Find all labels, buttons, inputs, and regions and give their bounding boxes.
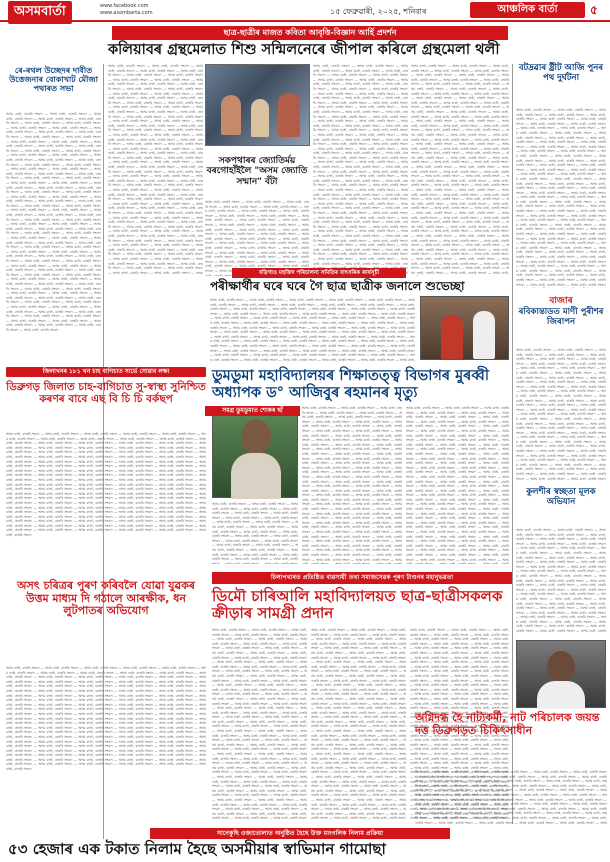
- headline: অগ্নিদগ্ধ হৈ নাট্যকৰ্মী, নাট পৰিচালক জয়ন্ত দত্ত ডিব্ৰুগড়ত চিকিৎসাধীন: [415, 711, 600, 737]
- headline: ৰবিকান্তাডত মাণী পুৰীশৰ জিৰাপন: [518, 307, 604, 327]
- website-link[interactable]: www.asombarta.com: [100, 10, 153, 16]
- headline: কুলশীৰ স্বচ্ছতা মূলক অভিযান: [526, 487, 596, 507]
- article-body: [406, 406, 509, 564]
- article-body: [411, 64, 509, 276]
- tag-banner: সানেকুছি ওজাতোলাত অনুষ্ঠিত হৈছে উক্ত মাংগলিক নিলাম প্ৰক্ৰিয়া: [150, 828, 450, 839]
- article-body: [210, 298, 415, 362]
- story-photo: [516, 640, 606, 708]
- tag-banner: চিলাপথাৰত প্ৰতিষ্ঠিত ব্যৱসায়ী তথা সমাজসেৱক পূৰণ টাণ্ডনৰ মহানুভৱতা: [212, 572, 512, 584]
- article-body: [212, 502, 298, 564]
- article-body: [212, 628, 307, 820]
- headline: অসৎ চৰিত্ৰৰ পুৰণ কৰিবলৈ যোৱা যুৱকৰ উত্তম মাধ্যম দি গঠালে আৰক্ষীক, ধন লুটপাতৰ অভিযোগ: [17, 579, 195, 618]
- masthead: [0, 0, 610, 22]
- article-body: [6, 432, 206, 570]
- article-body: [6, 666, 206, 822]
- kicker-banner: ছাত্ৰ-ছাত্ৰীৰ মাজত কবিতা আবৃত্তি-বিজ্ঞান আৰ্হি প্ৰদৰ্শন: [112, 26, 508, 40]
- article-body: [6, 112, 101, 360]
- headline: ডিমৌ চাৰিআলি মহাবিদ্যালয়ত ছাত্ৰ-ছাত্ৰীসকলক ক্ৰীড়াৰ সামগ্ৰী প্ৰদান: [212, 587, 503, 623]
- headline: ডুমডুমা মহাবিদ্যালয়ৰ শিক্ষাতত্ত্ব বিভাগৰ মুৰব্বী অধ্যাপক ড° আজিবুৰ ৰহমানৰ মৃত্যু: [212, 368, 489, 401]
- tag-banner: জিলাখনৰ ১৮১ খন চাহ বাগিচাত সাৰ্ভে সোৱাব লক্ষ্য: [6, 367, 206, 377]
- article-body: [313, 64, 408, 276]
- tag-banner: বড়িগাও মহজিদ পৰিচালনা সমিতিৰ বাৎসৰিক কাৰ্যসূচী: [232, 268, 406, 278]
- headline: ৫৩ হেজাৰ এক টকাত নিলাম হৈছে অসমীয়াৰ স্বাভিমান গামোছা: [8, 840, 386, 858]
- article-body: [516, 108, 606, 288]
- tag-banner: সমগ্ৰ ডুমডুমাত শোকৰ ছাঁ: [205, 406, 300, 416]
- article-body: [311, 628, 406, 820]
- article-body: [516, 528, 606, 632]
- headline: বাজাৰ: [549, 296, 573, 306]
- portrait-photo: [212, 406, 298, 498]
- facebook-link[interactable]: www.facebook.com: [100, 3, 149, 9]
- headline: পৰীক্ষাৰ্থীৰ ঘৰে ঘৰে গৈ ছাত্ৰ ছাত্ৰীক জনালে শুভেচ্ছা: [210, 279, 465, 293]
- page-number: ৫: [590, 3, 598, 17]
- article-body: [516, 348, 606, 480]
- article-body: [415, 770, 607, 824]
- story-photo: [420, 296, 509, 360]
- article-body: [302, 406, 402, 564]
- headline: ৰে-ৰথল উচ্ছেদৰ দাবীত উত্তেজনাৰ বোকাখাট মৌজা পথাৰত সভা: [9, 66, 98, 94]
- logo: অসমবাৰ্তা: [8, 1, 72, 24]
- article-body: [205, 200, 309, 276]
- column-rule: [512, 64, 513, 824]
- issue-date: ১৫ ফেব্ৰুৱাৰী, ২০২৫, শনিবাৰ: [330, 7, 427, 16]
- headline: কলিয়াবৰ গ্ৰন্থমেলাত শিশু সন্মিলনেৰে জীপাল কৰিলে গ্ৰন্থমেলা থলী: [108, 42, 500, 58]
- section-label: আঞ্চলিক বাৰ্তা: [470, 2, 585, 18]
- left-story-1: [6, 66, 101, 94]
- web-links: [100, 3, 153, 17]
- article-body: [108, 64, 203, 274]
- story-photo: [205, 64, 310, 146]
- headline: ডিব্ৰুগড় জিলাত চাহ-বাগিচাত সু-স্বাস্থ্য সুনিশ্চিত কৰণৰ বাবে এছ বি চি চি বৰ্কছপ: [6, 381, 206, 406]
- sub-headline: সকপথাৰৰ জ্যোতিৰ্ময় বৰগোহাঁইলৈ "অসম জ্যোতি সন্মান" বঁটা: [206, 156, 308, 187]
- headline: বটদ্ৰৱাৰ ষ্ট্ৰীট আজি পুনৰ পথ দুৰ্ঘটনা: [518, 63, 604, 83]
